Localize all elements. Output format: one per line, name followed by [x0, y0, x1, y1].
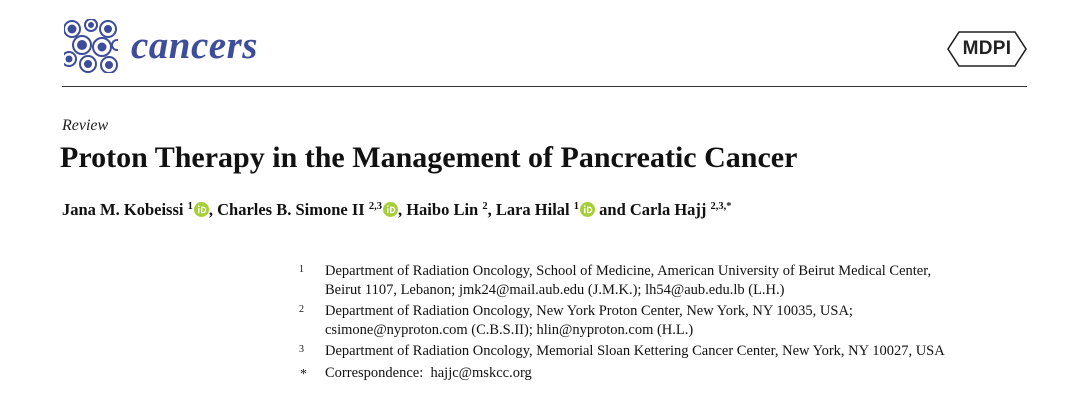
header-divider [62, 86, 1027, 87]
affiliation-list [296, 262, 1026, 385]
affiliation-marker: * [300, 366, 307, 382]
author-name: Charles B. Simone II [217, 200, 365, 219]
affiliation-marker: 2 [299, 304, 304, 315]
author-name: Haibo Lin [406, 200, 479, 219]
author-affiliation-marker: 1 [187, 201, 193, 212]
author-separator: , [397, 200, 407, 219]
affiliation-line: Correspondence: hajjc@mskcc.org [325, 364, 532, 381]
author-separator: , [487, 200, 496, 219]
affiliation-line: Beirut 1107, Lebanon; jmk24@mail.aub.edu (J.M.K.); lh54@aub.edu.lb (L.H.) [325, 281, 785, 298]
affiliation-line: csimone@nyproton.com (C.B.S.II); hlin@nyproton.com (H.L.) [325, 321, 694, 338]
affiliation-item [296, 364, 1026, 383]
author-affiliation-marker: 2,3 [368, 201, 382, 212]
journal-name: cancers [131, 24, 258, 67]
affiliation-item [296, 302, 1026, 339]
affiliation-marker: 3 [299, 344, 304, 355]
author-name: Jana M. Kobeissi [62, 200, 184, 219]
author-separator: and [595, 200, 630, 219]
affiliation-line: Department of Radiation Oncology, School of Medicine, American University of Beirut Medical Center, [325, 263, 932, 279]
orcid-icon[interactable] [580, 202, 595, 217]
mdpi-logo [947, 31, 1027, 67]
article-title: Proton Therapy in the Management of Pancreatic Cancer [60, 141, 798, 174]
author-separator: , [208, 200, 218, 219]
journal-logo-icon [62, 17, 120, 75]
mdpi-logo-text: MDPI [962, 38, 1012, 59]
article-type: Review [62, 117, 109, 134]
orcid-icon[interactable] [383, 202, 398, 217]
affiliation-line: Department of Radiation Oncology, Memorial Sloan Kettering Cancer Center, New York, NY 10027, USA [325, 343, 945, 359]
author-affiliation-marker: 2 [482, 201, 488, 212]
affiliation-line: Department of Radiation Oncology, New York Proton Center, New York, NY 10035, USA; [325, 303, 853, 319]
affiliation-item [296, 342, 1026, 361]
author-affiliation-marker: 2,3,* [710, 201, 732, 212]
author-affiliation-marker: 1 [573, 201, 580, 212]
author-name: Carla Hajj [629, 200, 707, 219]
author-list [62, 199, 732, 221]
author-name: Lara Hilal [495, 200, 570, 219]
affiliation-item [296, 262, 1026, 299]
affiliation-marker: 1 [299, 264, 304, 275]
orcid-icon[interactable] [194, 202, 209, 217]
